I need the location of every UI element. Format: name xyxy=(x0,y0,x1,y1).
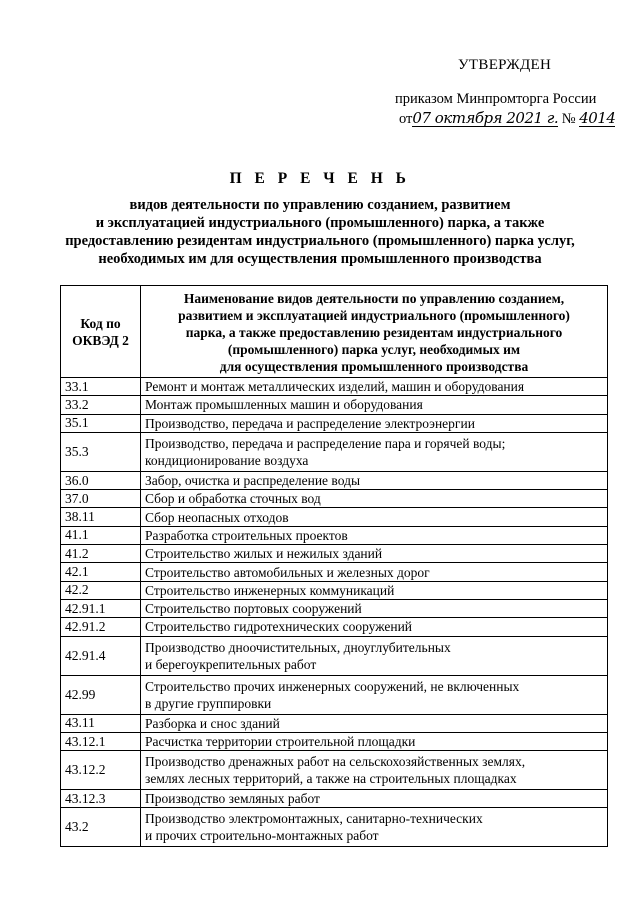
activity-name-line: Сбор и обработка сточных вод xyxy=(145,491,321,507)
activity-name-line: Производство, передача и распределение пара и горячей воды; xyxy=(145,435,506,451)
activity-name-cell xyxy=(141,751,608,790)
activity-name-cell xyxy=(141,526,608,544)
activity-name-line: Разработка строительных проектов xyxy=(145,527,348,543)
activity-name-cell xyxy=(141,599,608,617)
okved-code-cell: 43.2 xyxy=(61,808,141,847)
okved-code-cell: 43.12.3 xyxy=(61,790,141,808)
approval-date-line xyxy=(399,109,615,129)
activity-name-cell xyxy=(141,790,608,808)
okved-code-cell: 42.91.4 xyxy=(61,636,141,675)
table-row xyxy=(61,414,608,432)
activity-name-cell xyxy=(141,675,608,714)
activity-name-cell xyxy=(141,808,608,847)
activity-name-line: кондиционирование воздуха xyxy=(145,452,309,468)
table-row xyxy=(61,545,608,563)
activity-name-line: Разборка и снос зданий xyxy=(145,715,280,731)
activity-name-cell xyxy=(141,636,608,675)
subtitle-line: и эксплуатацией индустриального (промышленного) парка, а также xyxy=(95,215,545,231)
activity-name-line: в другие группировки xyxy=(145,695,272,711)
table-row xyxy=(61,396,608,414)
table-body xyxy=(61,378,608,847)
activity-name-line: Расчистка территории строительной площадки xyxy=(145,734,416,749)
activity-name-cell xyxy=(141,563,608,581)
table-row xyxy=(61,471,608,489)
okved-code-cell: 43.11 xyxy=(61,714,141,732)
table-header-row xyxy=(61,286,608,378)
name-header-line: (промышленного) парка услуг, необходимых им xyxy=(227,342,521,357)
activity-name-line: Производство электромонтажных, санитарно-технических xyxy=(145,811,483,827)
name-header-line: развитием и эксплуатацией индустриального (промышленного) xyxy=(178,308,570,323)
name-column-header xyxy=(141,286,608,378)
table-row xyxy=(61,636,608,675)
activity-name-line: Забор, очистка и распределение воды xyxy=(145,473,361,489)
activity-name-cell xyxy=(141,490,608,508)
subtitle-line: предоставлению резидентам индустриального (промышленного) парка услуг, xyxy=(65,233,575,249)
activity-name-line: Строительство портовых сооружений xyxy=(145,601,362,617)
name-header-line: Наименование видов деятельности по управлению созданием, xyxy=(183,291,565,306)
activity-name-cell xyxy=(141,414,608,432)
table-row xyxy=(61,714,608,732)
okved-code-cell: 41.2 xyxy=(61,545,141,563)
table-row xyxy=(61,432,608,471)
activity-name-cell xyxy=(141,581,608,599)
table-row xyxy=(61,508,608,526)
table-row xyxy=(61,732,608,750)
table-row xyxy=(61,751,608,790)
activity-name-cell xyxy=(141,378,608,396)
okved-code-cell: 33.1 xyxy=(61,378,141,396)
document-title: П Е Р Е Ч Е Н Ь xyxy=(229,170,411,187)
okved-code-cell: 37.0 xyxy=(61,490,141,508)
table-row xyxy=(61,526,608,544)
activity-name-line: Строительство автомобильных и железных дорог xyxy=(145,564,430,580)
code-header-line: ОКВЭД 2 xyxy=(72,332,129,348)
activity-name-line: Производство дноочистительных, дноуглубительных xyxy=(145,639,451,655)
activity-name-line: и берегоукрепительных работ xyxy=(145,656,317,672)
code-column-header xyxy=(61,286,141,378)
okved-code-cell: 42.2 xyxy=(61,581,141,599)
number-sign: № xyxy=(561,111,576,127)
code-header-line: Код по xyxy=(80,315,121,331)
activity-name-cell xyxy=(141,471,608,489)
activity-name-cell xyxy=(141,732,608,750)
subtitle-line: видов деятельности по управлению созданием, развитием xyxy=(129,197,511,213)
okved-code-cell: 41.1 xyxy=(61,526,141,544)
table-row xyxy=(61,675,608,714)
table-row xyxy=(61,790,608,808)
table-row xyxy=(61,378,608,396)
okved-code-cell: 35.1 xyxy=(61,414,141,432)
activity-name-line: Строительство жилых и нежилых зданий xyxy=(145,546,383,562)
okved-code-cell: 42.91.2 xyxy=(61,618,141,636)
table-row xyxy=(61,808,608,847)
activity-name-line: Ремонт и монтаж металлических изделий, машин и оборудования xyxy=(145,379,525,395)
name-header-line: парка, а также предоставлению резидентам индустриального xyxy=(185,325,563,340)
table-row xyxy=(61,563,608,581)
handwritten-date: 07 октября 2021 г. xyxy=(412,109,559,127)
okved-code-cell: 33.2 xyxy=(61,396,141,414)
table-row xyxy=(61,581,608,599)
activity-name-line: Монтаж промышленных машин и оборудования xyxy=(145,397,423,413)
okved-code-cell: 43.12.1 xyxy=(61,732,141,750)
activity-name-cell xyxy=(141,508,608,526)
table-row xyxy=(61,599,608,617)
activity-name-cell xyxy=(141,714,608,732)
okved-code-cell: 36.0 xyxy=(61,471,141,489)
okved-code-cell: 38.11 xyxy=(61,508,141,526)
activity-name-cell xyxy=(141,432,608,471)
activities-table xyxy=(60,285,608,847)
name-header-line: для осуществления промышленного производства xyxy=(219,359,529,374)
table-row xyxy=(61,490,608,508)
okved-code-cell: 42.91.1 xyxy=(61,599,141,617)
date-prefix: от xyxy=(399,111,413,127)
handwritten-order-number: 4014 xyxy=(579,109,616,127)
activity-name-line: Сбор неопасных отходов xyxy=(145,509,289,525)
activity-name-cell xyxy=(141,545,608,563)
activity-name-cell xyxy=(141,618,608,636)
activity-name-line: землях лесных территорий, а также на строительных площадках xyxy=(145,771,517,787)
activity-name-line: Производство, передача и распределение электроэнергии xyxy=(145,415,475,431)
activity-name-cell xyxy=(141,396,608,414)
approval-heading: УТВЕРЖДЕН xyxy=(458,57,552,73)
okved-code-cell: 42.99 xyxy=(61,675,141,714)
activity-name-line: Строительство инженерных коммуникаций xyxy=(145,582,395,598)
document-title-block xyxy=(40,170,600,268)
activity-name-line: Производство дренажных работ на сельскохозяйственных землях, xyxy=(145,754,526,770)
okved-code-cell: 35.3 xyxy=(61,432,141,471)
activity-name-line: Строительство гидротехнических сооружений xyxy=(145,619,413,635)
activity-name-line: Строительство прочих инженерных сооружений, не включенных xyxy=(145,678,520,694)
approval-order-line: приказом Минпромторга России xyxy=(395,91,597,107)
activity-name-line: и прочих строительно-монтажных работ xyxy=(145,828,379,844)
okved-code-cell: 43.12.2 xyxy=(61,751,141,790)
subtitle-line: необходимых им для осуществления промышленного производства xyxy=(98,251,542,267)
document-subtitle xyxy=(40,196,600,268)
okved-code-cell: 42.1 xyxy=(61,563,141,581)
activity-name-line: Производство земляных работ xyxy=(145,791,320,807)
table-row xyxy=(61,618,608,636)
